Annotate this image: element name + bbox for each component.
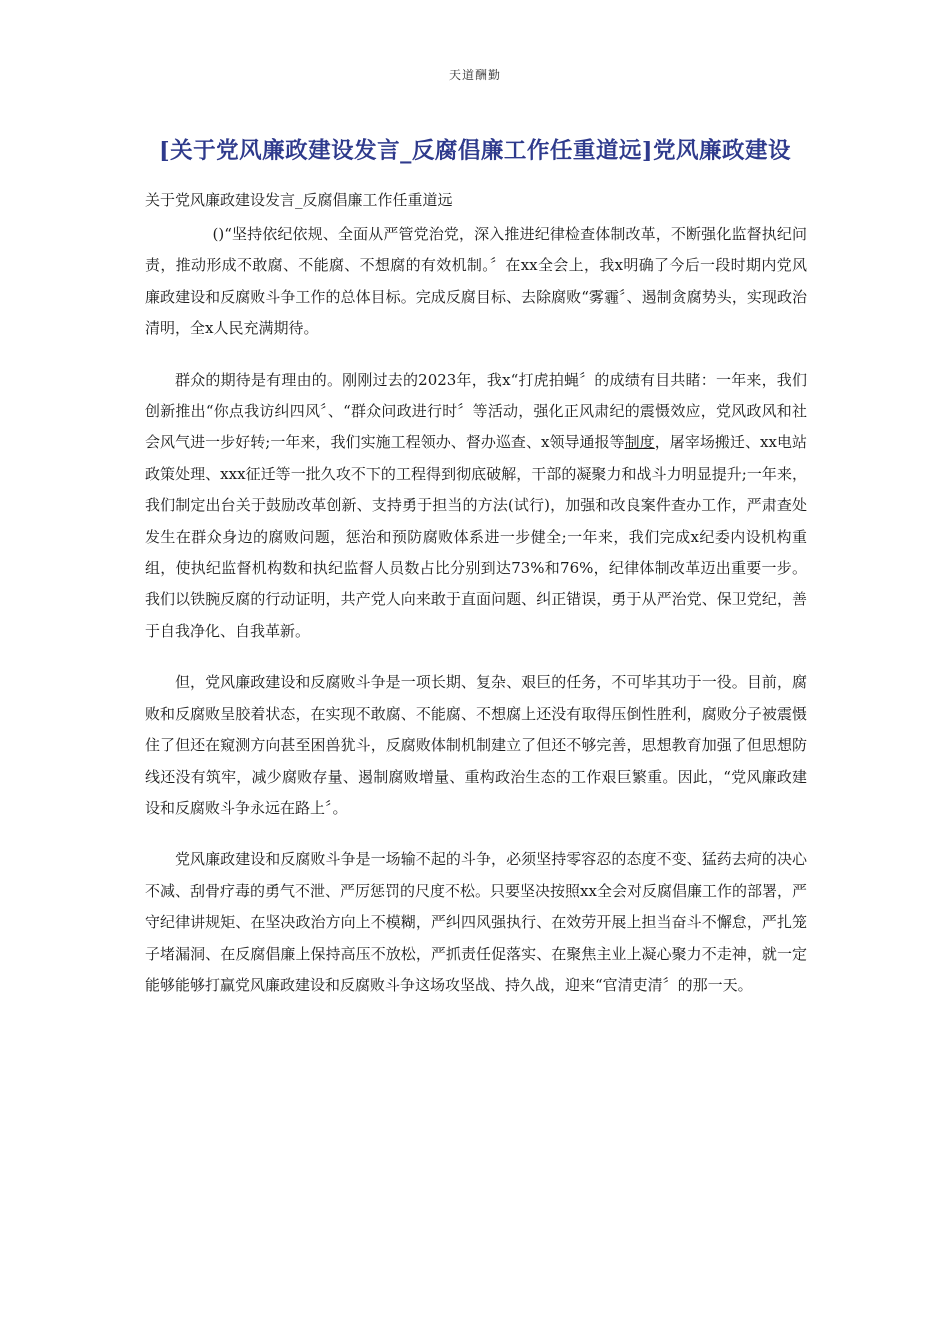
paragraph-4: 党风廉政建设和反腐败斗争是一场输不起的斗争，必须坚持零容忍的态度不变、猛药去疴的决心不减、刮骨疗毒的勇气不泄、严厉惩罚的尺度不松。只要坚决按照xx全会对反腐倡廉工作的部署，严守纪律讲规矩、在坚决政治方向上不模糊，严纠四风强执行、在效劳开展上担当奋斗不懈怠，严扎笼子堵漏洞、在反腐倡廉上保持高压不放松，严抓责任促落实、在聚焦主业上凝心聚力不走神，就一定能够能够打赢党风廉政建设和反腐败斗争这场攻坚战、持久战，迎来“官清吏清〞的那一天。 [145,850,807,994]
paragraph-2-text-start: 群众的期待是有理由的。刚刚过去的2023年，我x“打虎拍蝇〞的成绩有目共睹：一年来，我们创新推出“你点我访纠四风〞、“群众问政进行时〞等活动，强化正风肃纪的震慑效应，党风政风和社会风气进一步好转;一年来，我们实施工程领办、督办巡查、x领导通报等 [145,370,807,452]
system-link[interactable]: 制度 [624,433,655,452]
paragraph-1: ()“坚持依纪依规、全面从严管党治党，深入推进纪律检查体制改革，不断强化监督执纪问责，推动形成不敢腐、不能腐、不想腐的有效机制。〞在xx全会上，我x明确了今后一段时期内党风廉政建设和反腐败斗争工作的总体目标。完成反腐目标、去除腐败“雾霾〞、遏制贪腐势头，实现政治清明，全x人民充满期待。 [145,225,807,338]
paragraph-3: 但，党风廉政建设和反腐败斗争是一项长期、复杂、艰巨的任务，不可毕其功于一役。目前，腐败和反腐败呈胶着状态，在实现不敢腐、不能腐、不想腐上还没有取得压倒性胜利，腐败分子被震慑住了但还在窥测方向甚至困兽犹斗，反腐败体制机制建立了但还不够完善，思想教育加强了但思想防线还没有筑牢，减少腐败存量、遏制腐败增量、重构政治生态的工作艰巨繁重。因此，“党风廉政建设和反腐败斗争永远在路上〞。 [145,673,807,817]
paragraph-2 [145,365,807,648]
paragraph-2-text-end: ，屠宰场搬迁、xx电站政策处理、xxx征迁等一批久攻不下的工程得到彻底破解，干部的凝聚力和战斗力明显提升;一年来，我们制定出台关于鼓励改革创新、支持勇于担当的方法(试行)，加强和改良案件查办工作，严肃查处发生在群众身边的腐败问题，惩治和预防腐败体系进一步健全;一年来，我们完成x纪委内设机构重组，使执纪监督机构数和执纪监督人员数占比分别到达73%和76%，纪律体制改革迈出重要一步。我们以铁腕反腐的行动证明，共产党人向来敢于直面问题、纠正错误，勇于从严治党、保卫党纪，善于自我净化、自我革新。 [145,433,807,640]
document-subtitle: 关于党风廉政建设发言_反腐倡廉工作任重道远 [145,191,453,209]
document-title: [关于党风廉政建设发言_反腐倡廉工作任重道远]党风廉政建设 [158,138,792,164]
header-mark: 天道酬勤 [448,68,501,82]
document-body [145,219,807,1021]
